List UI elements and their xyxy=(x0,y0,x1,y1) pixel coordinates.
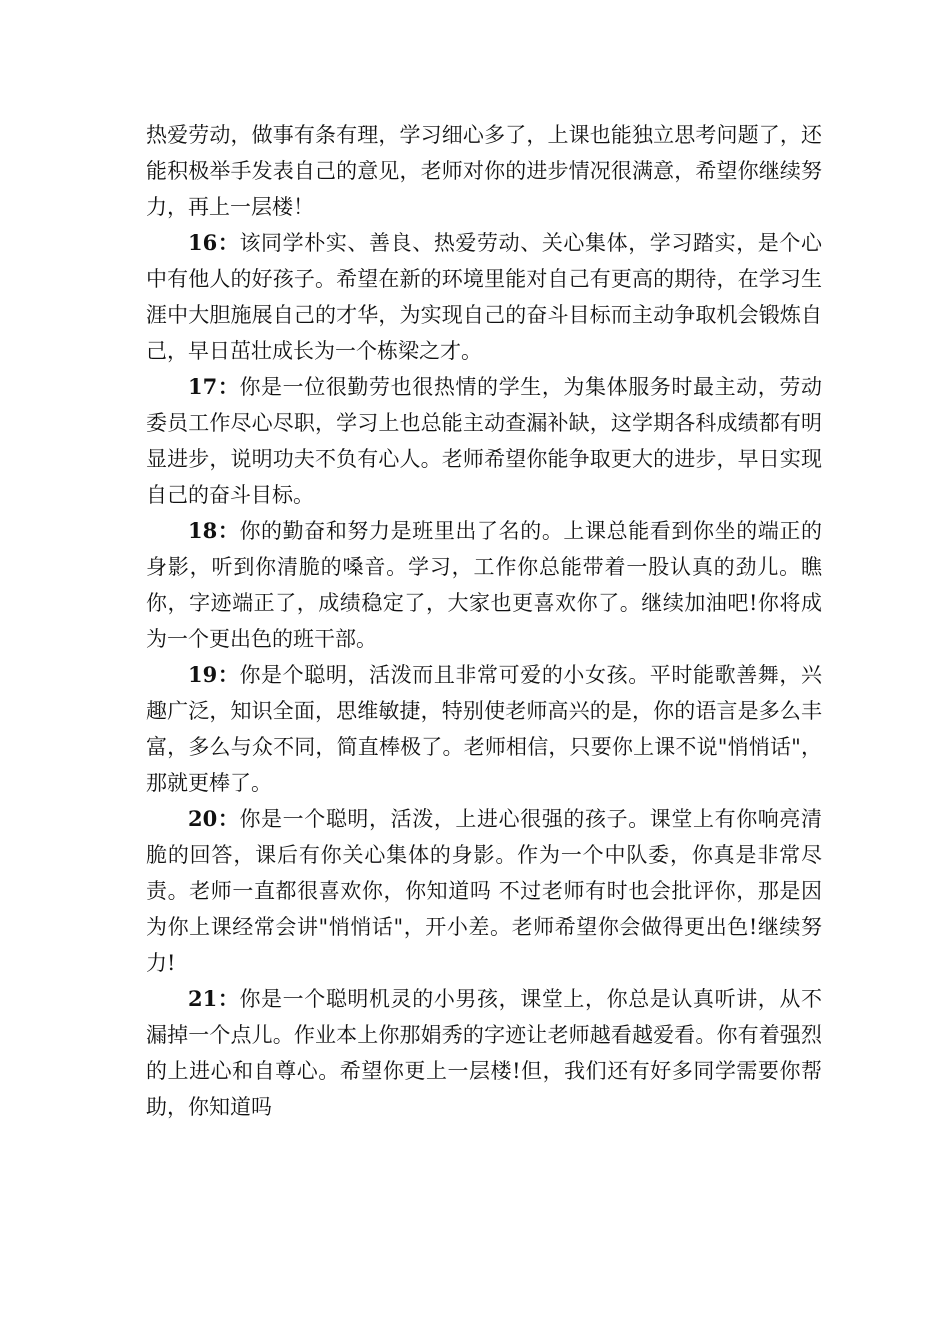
paragraph-separator: ： xyxy=(217,230,240,255)
paragraph-number: 18 xyxy=(188,518,218,543)
paragraph-number: 21 xyxy=(188,986,218,1011)
paragraph-number: 19 xyxy=(188,662,218,687)
paragraph-21 xyxy=(146,981,822,1125)
paragraph-text: 你是一个聪明，活泼，上进心很强的孩子。课堂上有你响亮清脆的回答，课后有你关心集体的身影。作为一个中队委，你真是非常尽责。老师一直都很喜欢你，你知道吗 不过老师有时也会批评你，那是因为你上课经常会讲"悄悄话"，开小差。老师希望你会做得更出色!继续努力! xyxy=(146,807,823,975)
paragraph-separator: ： xyxy=(217,806,240,831)
paragraph-20 xyxy=(146,801,822,981)
paragraph-continuation xyxy=(146,117,822,225)
paragraph-text: 你是一个聪明机灵的小男孩，课堂上，你总是认真听讲，从不漏掉一个点儿。作业本上你那娟秀的字迹让老师越看越爱看。你有着强烈的上进心和自尊心。希望你更上一层楼!但，我们还有好多同学需要你帮助，你知道吗 xyxy=(146,987,823,1119)
paragraph-number: 17 xyxy=(188,374,218,399)
paragraph-16 xyxy=(146,225,822,369)
paragraph-17 xyxy=(146,369,822,513)
paragraph-19 xyxy=(146,657,822,801)
paragraph-text: 你是一位很勤劳也很热情的学生，为集体服务时最主动，劳动委员工作尽心尽职，学习上也总能主动查漏补缺，这学期各科成绩都有明显进步，说明功夫不负有心人。老师希望你能争取更大的进步，早日实现自己的奋斗目标。 xyxy=(146,375,823,507)
paragraph-separator: ： xyxy=(217,662,240,687)
paragraph-text: 你的勤奋和努力是班里出了名的。上课总能看到你坐的端正的身影，听到你清脆的嗓音。学习，工作你总能带着一股认真的劲儿。瞧你，字迹端正了，成绩稳定了，大家也更喜欢你了。继续加油吧!你将成为一个更出色的班干部。 xyxy=(146,519,823,651)
paragraph-text: 热爱劳动，做事有条有理，学习细心多了，上课也能独立思考问题了，还能积极举手发表自己的意见，老师对你的进步情况很满意，希望你继续努力，再上一层楼！ xyxy=(146,123,822,219)
paragraph-separator: ： xyxy=(217,374,240,399)
paragraph-number: 16 xyxy=(188,230,218,255)
paragraph-number: 20 xyxy=(188,806,218,831)
paragraph-text: 你是个聪明，活泼而且非常可爱的小女孩。平时能歌善舞，兴趣广泛，知识全面，思维敏捷，特别使老师高兴的是，你的语言是多么丰富，多么与众不同，简直棒极了。老师相信，只要你上课不说"悄悄话"，那就更棒了。 xyxy=(146,663,823,795)
paragraph-text: 该同学朴实、善良、热爱劳动、关心集体，学习踏实，是个心中有他人的好孩子。希望在新的环境里能对自己有更高的期待，在学习生涯中大胆施展自己的才华，为实现自己的奋斗目标而主动争取机会锻炼自己，早日茁壮成长为一个栋梁之才。 xyxy=(146,231,823,363)
paragraph-18 xyxy=(146,513,822,657)
paragraph-separator: ： xyxy=(217,986,240,1011)
paragraph-separator: ： xyxy=(217,518,240,543)
document-page xyxy=(146,117,822,1125)
